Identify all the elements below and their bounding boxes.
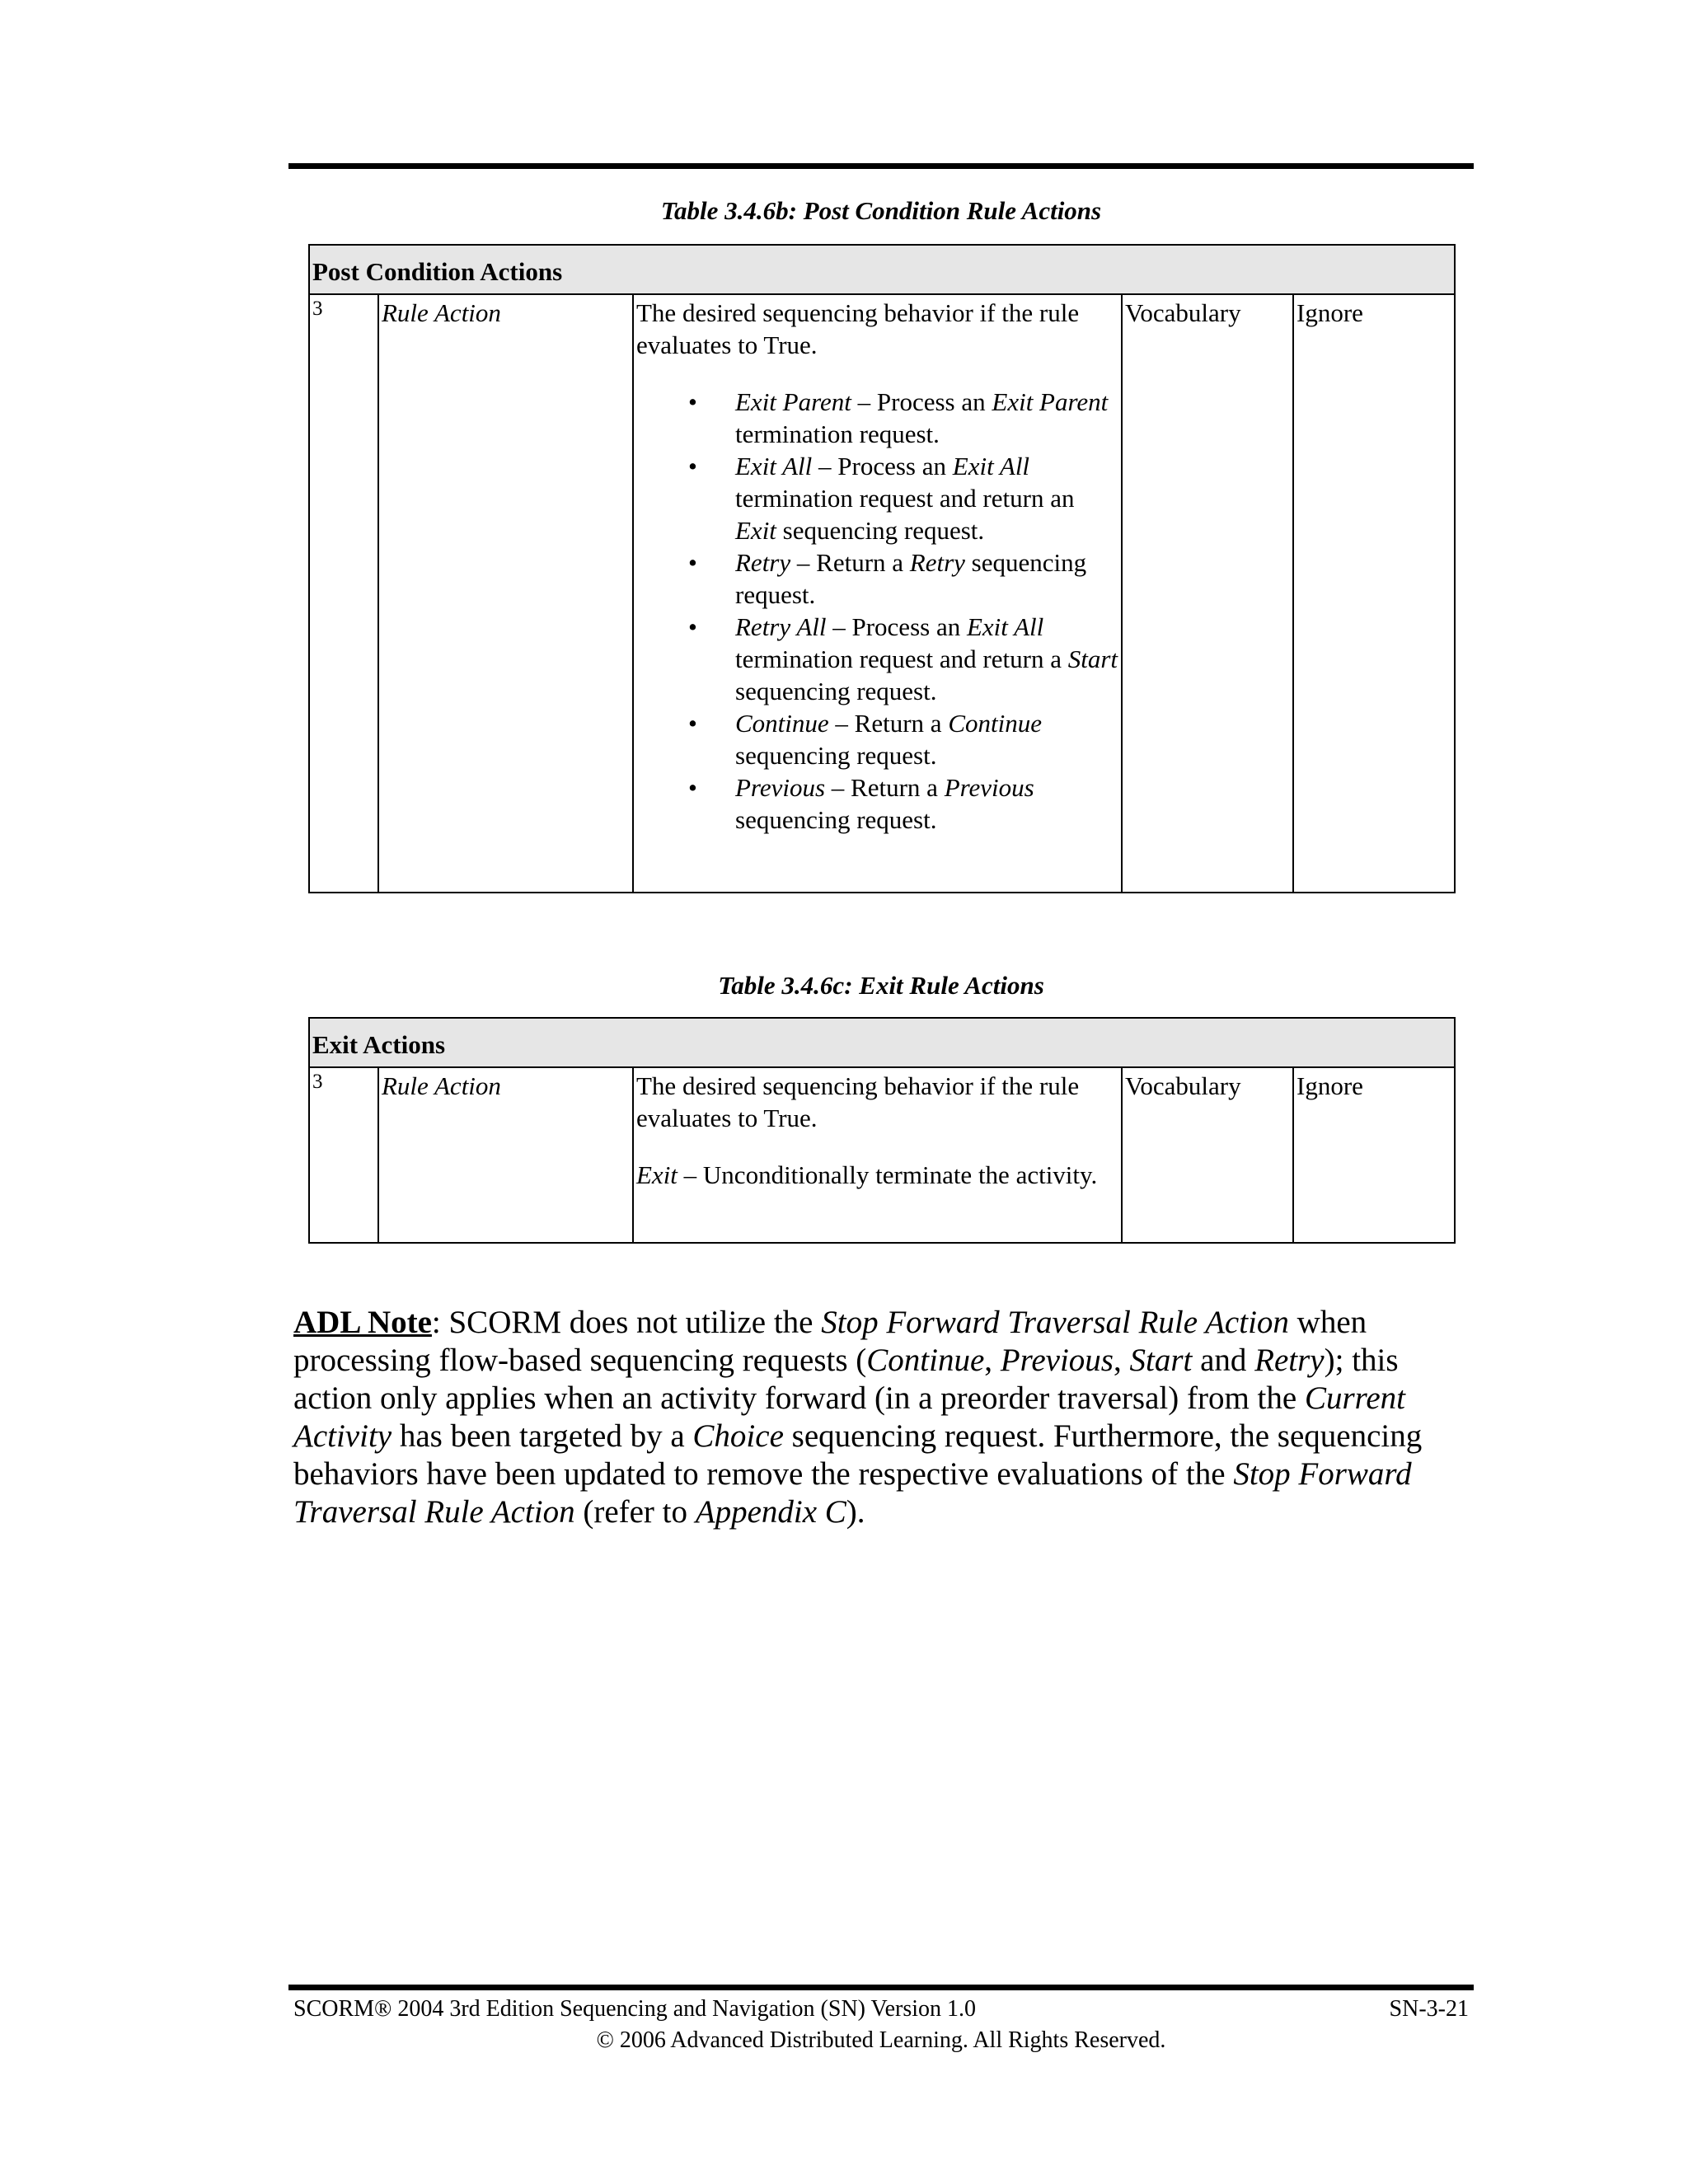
- action-description-text: sequencing request.: [776, 516, 985, 545]
- action-description-text: – Process an: [832, 612, 967, 641]
- exit-actions-table: [308, 1017, 1456, 1244]
- note-text: ,: [984, 1343, 1001, 1378]
- list-item: [688, 386, 1118, 450]
- note-emphasis: Current Activity: [293, 1380, 1406, 1454]
- description-intro: The desired sequencing behavior if the rule evaluates to True.: [636, 298, 1080, 359]
- note-text: ); this action only applies when an activity forward (in a preorder traversal) from the: [293, 1343, 1399, 1416]
- note-text: ,: [1113, 1343, 1130, 1378]
- note-emphasis: Appendix C: [695, 1494, 846, 1530]
- note-text: and: [1192, 1343, 1255, 1378]
- note-emphasis: Stop Forward Traversal Rule Action: [293, 1456, 1412, 1530]
- table-b-caption: Table 3.4.6b: Post Condition Rule Actions: [660, 196, 1102, 225]
- footer-document-title: SCORM® 2004 3rd Edition Sequencing and Navigation (SN) Version 1.0: [293, 1996, 977, 2022]
- bullet-icon: •: [688, 548, 697, 577]
- element-name: Rule Action: [378, 1067, 633, 1243]
- conformance-status: Ignore: [1293, 1067, 1455, 1243]
- exit-action-line: [636, 1159, 1118, 1191]
- note-emphasis: Retry: [1254, 1343, 1325, 1378]
- value-type: Vocabulary: [1122, 294, 1293, 893]
- bullet-icon: •: [688, 773, 697, 802]
- value-type: Vocabulary: [1122, 1067, 1293, 1243]
- action-description-text: termination request and return an: [735, 484, 1075, 513]
- footer-page-number: SN-3-21: [1389, 1996, 1469, 2022]
- list-item: [688, 707, 1118, 771]
- action-term: Retry All: [735, 612, 833, 641]
- action-description-text: – Return a: [796, 548, 910, 577]
- action-description-text: sequencing request.: [735, 805, 937, 834]
- table-c-header: Exit Actions: [309, 1018, 1455, 1067]
- bullet-icon: •: [688, 452, 697, 480]
- action-description-text: – Return a: [835, 709, 949, 738]
- note-text: : SCORM does not utilize the: [431, 1305, 822, 1340]
- footer-rule: [288, 1985, 1474, 1990]
- table-b-header: Post Condition Actions: [309, 245, 1455, 294]
- adl-note-body: [293, 1305, 1422, 1530]
- action-description-emphasis: Continue: [948, 709, 1042, 738]
- row-number: 3: [309, 1067, 378, 1243]
- action-term: Retry: [735, 548, 797, 577]
- header-rule: [288, 163, 1474, 169]
- element-name: Rule Action: [378, 294, 633, 893]
- action-description-text: sequencing request.: [735, 548, 1087, 609]
- list-item: [688, 546, 1118, 611]
- list-item: [688, 611, 1118, 707]
- footer-copyright: © 2006 Advanced Distributed Learning. All Rights Reserved.: [596, 2027, 1166, 2053]
- note-text: (refer to: [574, 1494, 696, 1530]
- element-description: [633, 1067, 1122, 1243]
- list-item: [688, 450, 1118, 546]
- bullet-icon: •: [688, 612, 697, 641]
- action-description-emphasis: Exit All: [952, 452, 1030, 480]
- table-c-caption: Table 3.4.6c: Exit Rule Actions: [718, 971, 1044, 1000]
- table-row: [309, 1067, 1455, 1243]
- action-description-text: – Process an: [818, 452, 953, 480]
- action-description-text: sequencing request.: [735, 677, 937, 705]
- action-description-emphasis: Exit: [735, 516, 776, 545]
- action-description-text: termination request.: [735, 419, 940, 448]
- note-emphasis: Start: [1129, 1343, 1193, 1378]
- note-emphasis: Choice: [692, 1418, 784, 1454]
- action-term: Exit All: [735, 452, 819, 480]
- bullet-icon: •: [688, 709, 697, 738]
- note-emphasis: Previous: [1000, 1343, 1114, 1378]
- action-description-emphasis: Start: [1067, 644, 1118, 673]
- action-description-emphasis: Exit All: [966, 612, 1044, 641]
- note-emphasis: Continue: [866, 1343, 985, 1378]
- table-row: [309, 294, 1455, 893]
- element-description: [633, 294, 1122, 893]
- note-text: sequencing request. Furthermore, the sequencing behaviors have been updated to remove the respective evaluations of the: [293, 1418, 1423, 1492]
- exit-term: Exit: [636, 1160, 678, 1189]
- action-description-text: – Return a: [831, 773, 945, 802]
- action-description-emphasis: Retry: [909, 548, 965, 577]
- note-text: ).: [846, 1494, 865, 1530]
- action-description-text: sequencing request.: [735, 741, 937, 770]
- note-text: when processing flow-based sequencing requests (: [293, 1305, 1367, 1378]
- bullet-icon: •: [688, 387, 697, 416]
- conformance-status: Ignore: [1293, 294, 1455, 893]
- adl-note-label: ADL Note: [293, 1305, 432, 1340]
- action-list: [636, 386, 1118, 836]
- action-term: Continue: [735, 709, 836, 738]
- list-item: [688, 771, 1118, 836]
- action-description-emphasis: Exit Parent: [992, 387, 1109, 416]
- action-description-emphasis: Previous: [944, 773, 1034, 802]
- adl-note: [293, 1304, 1464, 1531]
- exit-text: – Unconditionally terminate the activity.: [677, 1160, 1098, 1189]
- description-intro: The desired sequencing behavior if the rule evaluates to True.: [636, 1071, 1080, 1132]
- note-emphasis: Stop Forward Traversal Rule Action: [821, 1305, 1289, 1340]
- action-description-text: termination request and return a: [735, 644, 1068, 673]
- row-number: 3: [309, 294, 378, 893]
- action-term: Exit Parent: [735, 387, 858, 416]
- action-term: Previous: [735, 773, 832, 802]
- action-description-text: – Process an: [857, 387, 992, 416]
- note-text: has been targeted by a: [392, 1418, 693, 1454]
- post-condition-actions-table: [308, 244, 1456, 893]
